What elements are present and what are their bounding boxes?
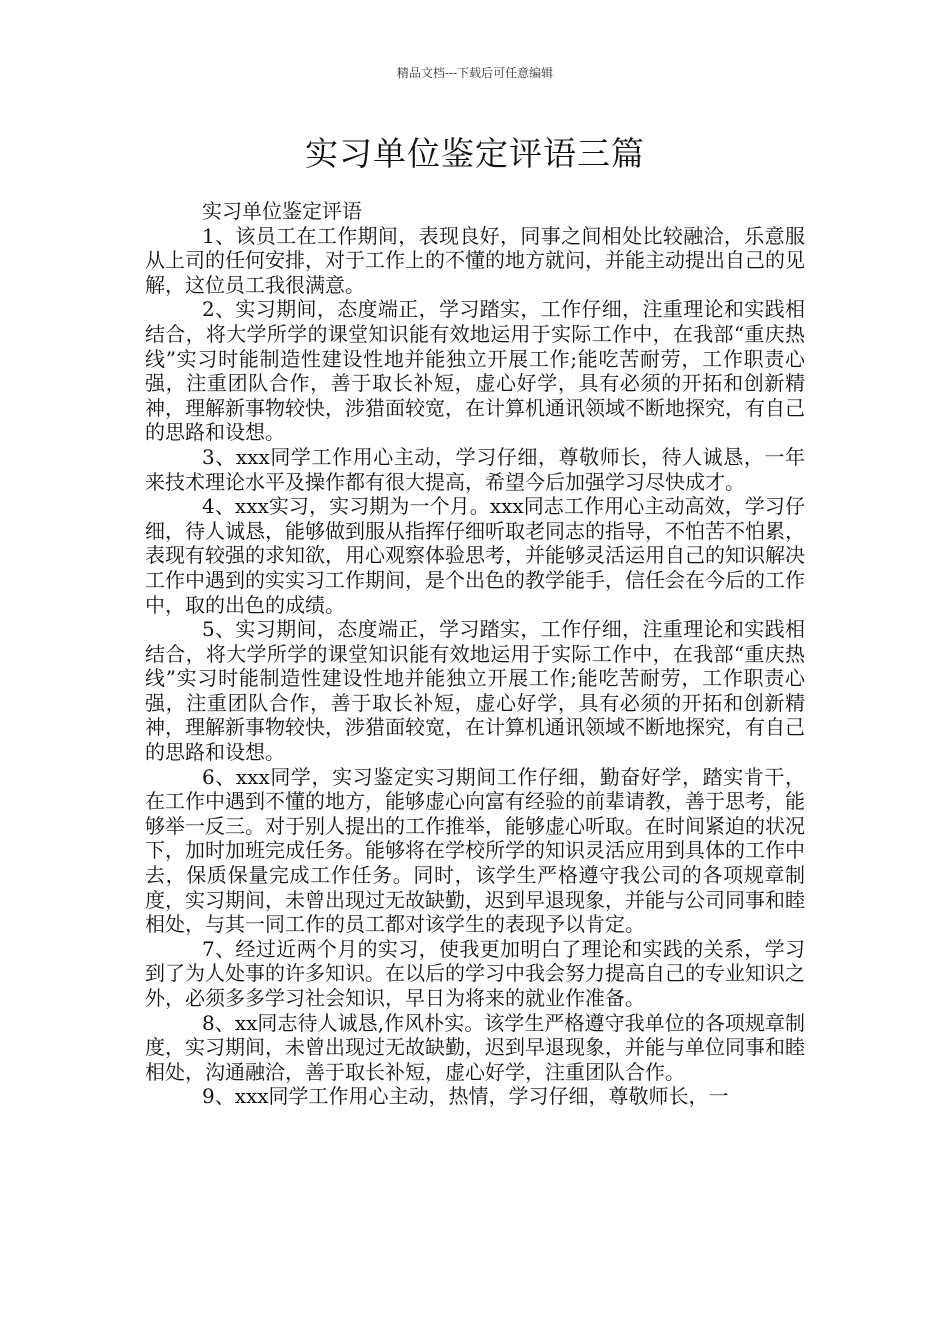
paragraph-6: 6、xxx同学，实习鉴定实习期间工作仔细，勤奋好学，踏实肯干，在工作中遇到不懂的地方，能够虚心向富有经验的前辈请教，善于思考，能够举一反三。对于别人提出的工作推举，能够虚心听取。在时间紧迫的状况下，加时加班完成任务。能够将在学校所学的知识灵活应用到具体的工作中去，保质保量完成工作任务。同时，该学生严格遵守我公司的各项规章制度，实习期间，未曾出现过无故缺勤，迟到早退现象，并能与公司同事和睦相处，与其一同工作的员工都对该学生的表现予以肯定。 [145, 764, 805, 937]
section-heading: 实习单位鉴定评语 [202, 199, 362, 223]
paragraph-2: 2、实习期间，态度端正，学习踏实，工作仔细，注重理论和实践相结合，将大学所学的课堂知识能有效地运用于实际工作中，在我部“重庆热线”实习时能制造性建设性地并能独立开展工作;能吃苦耐劳，工作职责心强，注重团队合作，善于取长补短，虚心好学，具有必须的开拓和创新精神，理解新事物较快，涉猎面较宽，在计算机通讯领域不断地探究，有自己的思路和设想。 [145, 297, 805, 445]
paragraph-7: 7、经过近两个月的实习，使我更加明白了理论和实践的关系，学习到了为人处事的许多知识。在以后的学习中我会努力提高自己的专业知识之外，必须多多学习社会知识，早日为将来的就业作准备。 [145, 936, 805, 1010]
paragraph-3: 3、xxx同学工作用心主动，学习仔细，尊敬师长，待人诚恳，一年来技术理论水平及操作都有很大提高，希望今后加强学习尽快成才。 [145, 444, 805, 494]
page-header-note: 精品文档---下载后可任意编辑 [396, 66, 554, 80]
paragraph-9: 9、xxx同学工作用心主动，热情，学习仔细，尊敬师长，一 [202, 1084, 729, 1109]
paragraph-4: 4、xxx实习，实习期为一个月。xxx同志工作用心主动高效，学习仔细，待人诚恳，能够做到服从指挥仔细听取老同志的指导，不怕苦不怕累，表现有较强的求知欲，用心观察体验思考，并能够灵活运用自己的知识解决工作中遇到的实实习工作期间，是个出色的教学能手，信任会在今后的工作中，取的出色的成绩。 [145, 494, 805, 617]
paragraph-1: 1、该员工在工作期间，表现良好，同事之间相处比较融洽，乐意服从上司的任何安排，对于工作上的不懂的地方就问，并能主动提出自己的见解，这位员工我很满意。 [145, 223, 805, 297]
document-body [145, 199, 805, 1109]
paragraph-8: 8、xx同志待人诚恳,作风朴实。该学生严格遵守我单位的各项规章制度，实习期间，未曾出现过无故缺勤，迟到早退现象，并能与单位同事和睦相处，沟通融洽，善于取长补短，虚心好学，注重团队合作。 [145, 1010, 805, 1084]
paragraph-5: 5、实习期间，态度端正，学习踏实，工作仔细，注重理论和实践相结合，将大学所学的课堂知识能有效地运用于实际工作中，在我部“重庆热线”实习时能制造性建设性地并能独立开展工作;能吃苦耐劳，工作职责心强，注重团队合作，善于取长补短，虚心好学，具有必须的开拓和创新精神，理解新事物较快，涉猎面较宽，在计算机通讯领域不断地探究，有自己的思路和设想。 [145, 617, 805, 765]
document-title: 实习单位鉴定评语三篇 [305, 134, 645, 173]
